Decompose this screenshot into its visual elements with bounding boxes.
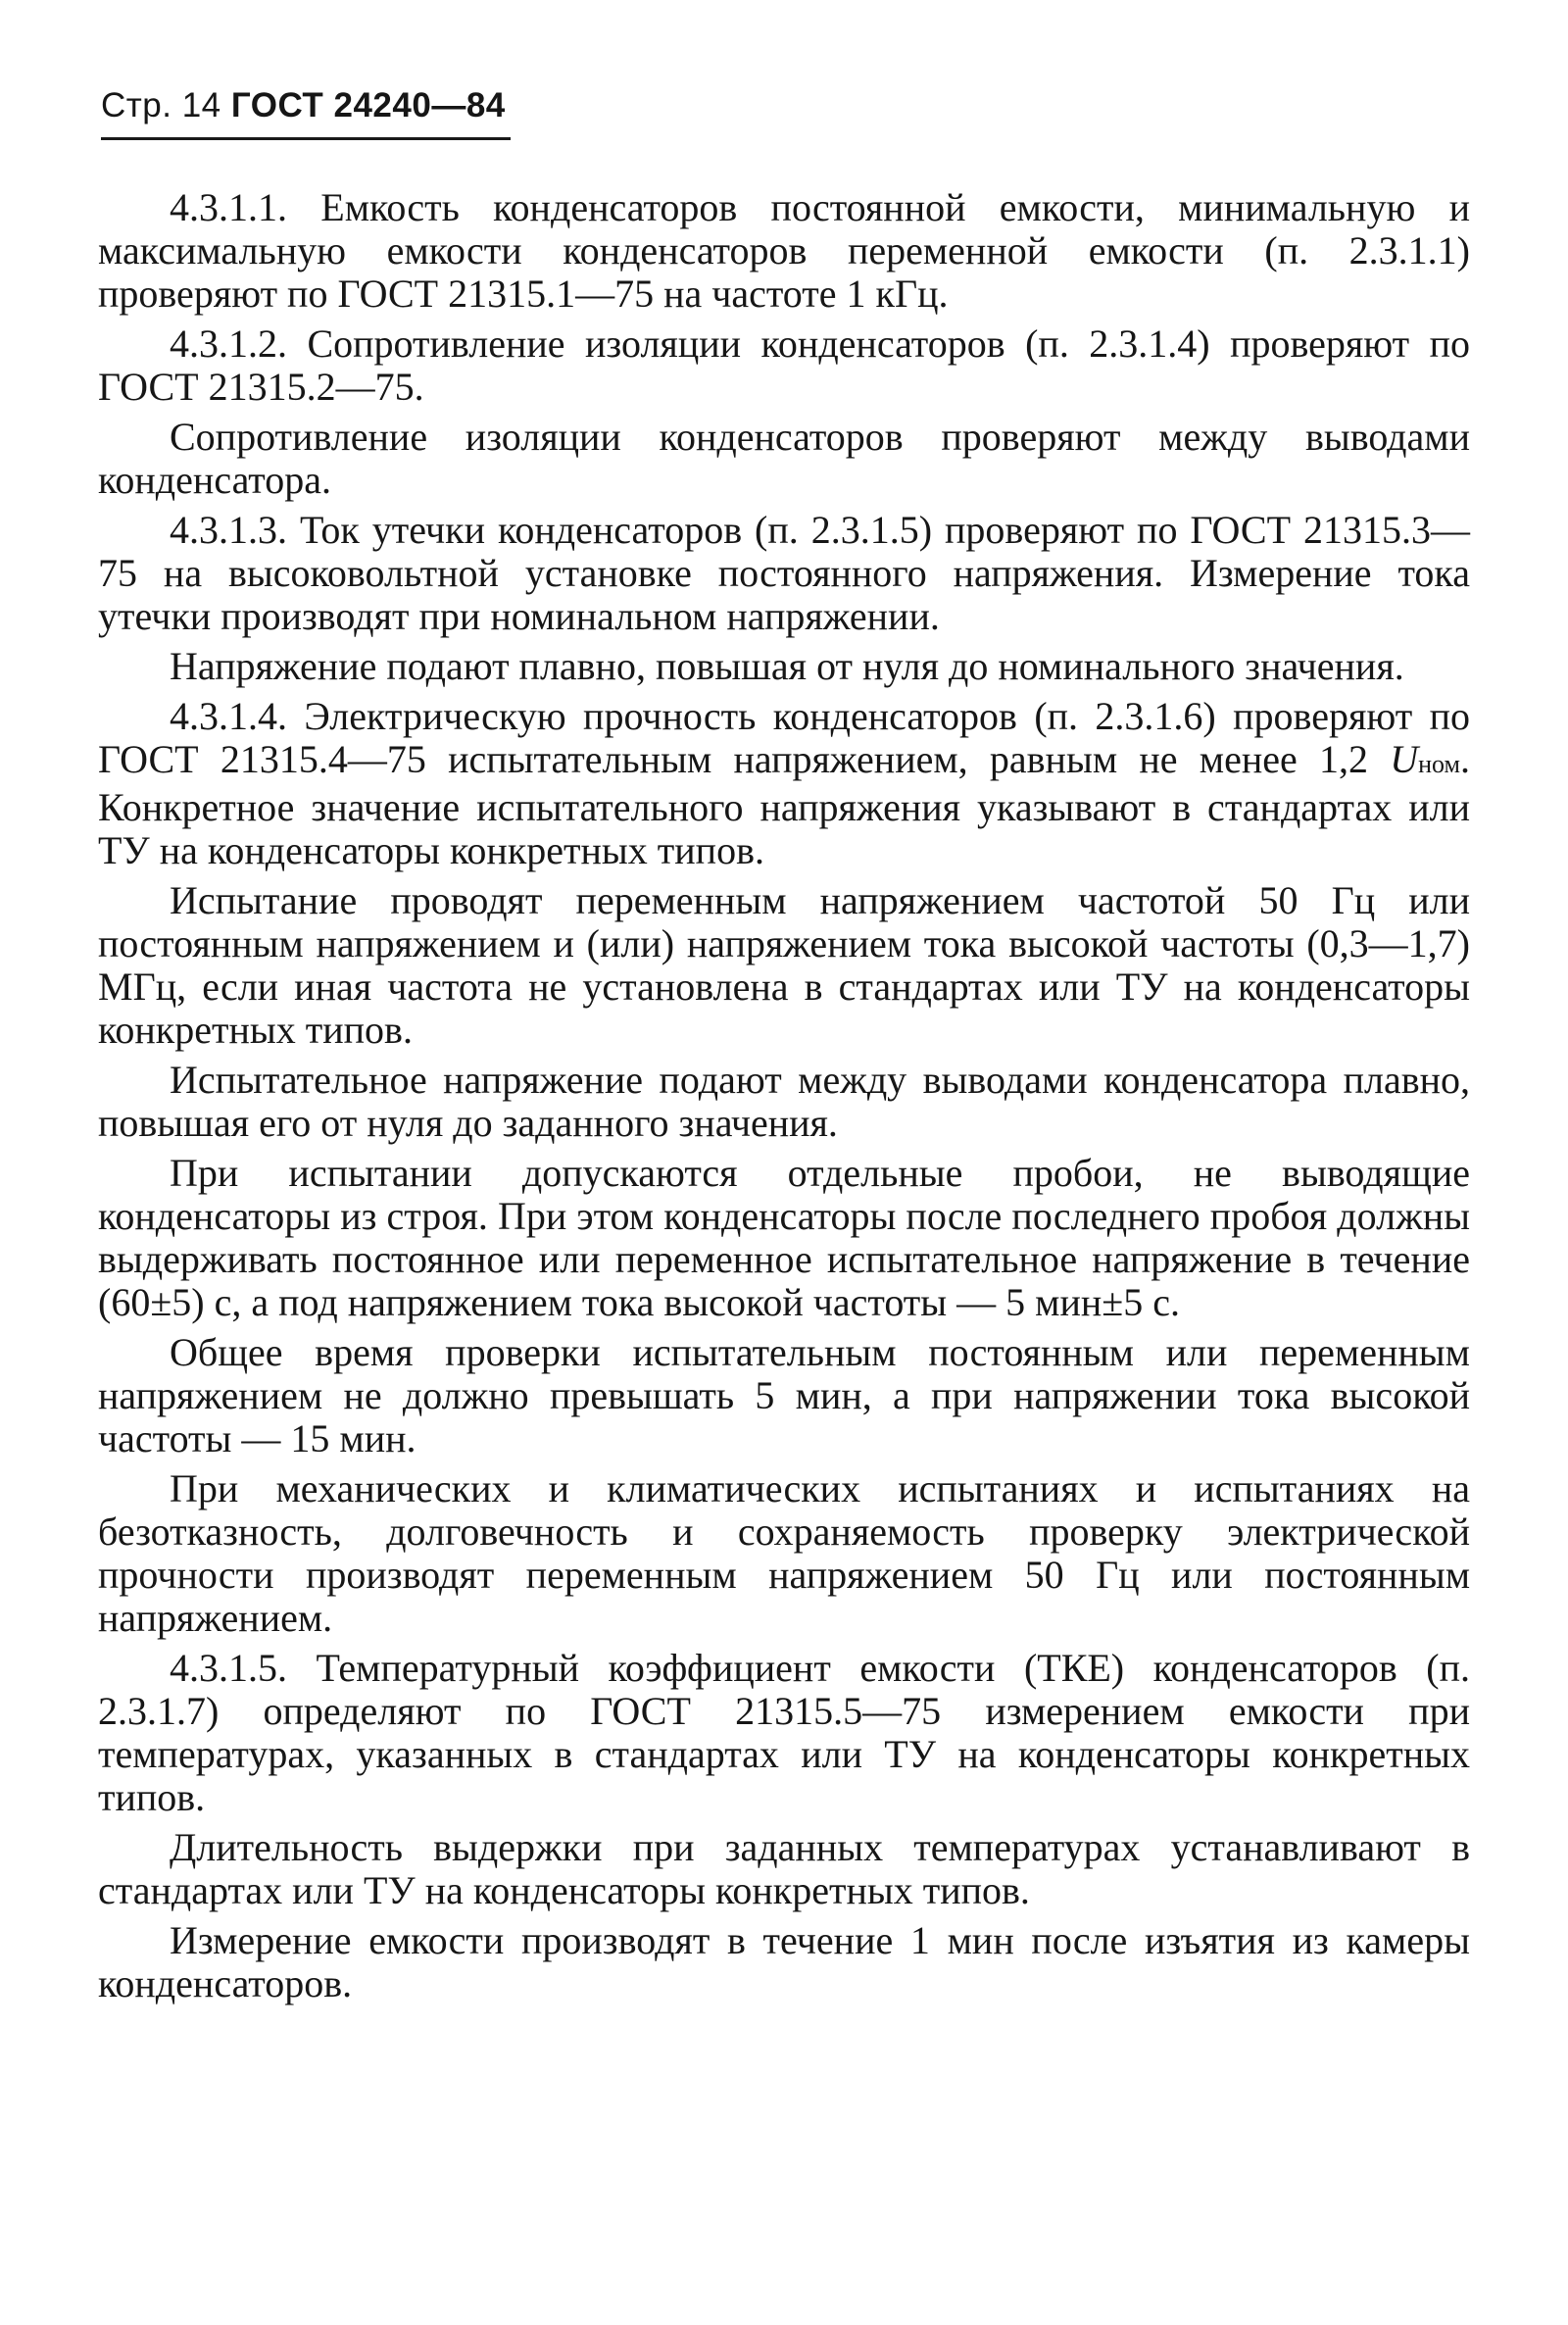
paragraph-4-3-1-5: 4.3.1.5. Температурный коэффициент емкости (ТКЕ) конденсаторов (п. 2.3.1.7) определяют по ГОСТ 21315.5—75 измерением емкости при температурах, указанных в стандартах или ТУ на конденсаторы конкретных типов. (98, 1646, 1470, 1819)
voltage-symbol: U (1390, 737, 1419, 781)
document-number: ГОСТ 24240—84 (230, 86, 506, 124)
header-rule (101, 137, 511, 140)
page-header (101, 86, 506, 125)
document-body (98, 186, 1470, 2012)
paragraph-4-3-1-2: 4.3.1.2. Сопротивление изоляции конденсаторов (п. 2.3.1.4) проверяют по ГОСТ 21315.2—75. (98, 322, 1470, 409)
paragraph: Измерение емкости производят в течение 1 мин после изъятия из камеры конденсаторов. (98, 1918, 1470, 2005)
paragraph: Длительность выдержки при заданных температурах устанавливают в стандартах или ТУ на конденсаторы конкретных типов. (98, 1825, 1470, 1912)
voltage-subscript: ном (1418, 750, 1460, 778)
paragraph-4-3-1-4 (98, 695, 1470, 872)
paragraph: При механических и климатических испытаниях и испытаниях на безотказность, долговечность и сохраняемость проверку электрической прочности производят переменным напряжением 50 Гц или постоянным напряжением. (98, 1466, 1470, 1640)
paragraph-4-3-1-3: 4.3.1.3. Ток утечки конденсаторов (п. 2.3.1.5) проверяют по ГОСТ 21315.3—75 на высоковольтной установке постоянного напряжения. Измерение тока утечки производят при номинальном напряжении. (98, 508, 1470, 638)
text-span: 4.3.1.4. Электрическую прочность конденсаторов (п. 2.3.1.6) проверяют по ГОСТ 21315.4—75 испытательным напряжением, равным не менее 1,2 (98, 694, 1470, 781)
paragraph: Испытательное напряжение подают между выводами конденсатора плавно, повышая его от нуля до заданного значения. (98, 1058, 1470, 1145)
paragraph: Общее время проверки испытательным постоянным или переменным напряжением не должно превышать 5 мин, а при напряжении тока высокой частоты — 15 мин. (98, 1330, 1470, 1460)
paragraph: Напряжение подают плавно, повышая от нуля до номинального значения. (170, 644, 1404, 688)
paragraph-4-3-1-1: 4.3.1.1. Емкость конденсаторов постоянной емкости, минимальную и максимальную емкости конденсаторов переменной емкости (п. 2.3.1.1) проверяют по ГОСТ 21315.1—75 на частоте 1 кГц. (98, 185, 1470, 316)
paragraph: При испытании допускаются отдельные пробои, не выводящие конденсаторы из строя. При этом конденсаторы после последнего пробоя должны выдерживать постоянное или переменное испытательное напряжение в течение (60±5) с, а под напряжением тока высокой частоты — 5 мин±5 с. (98, 1151, 1470, 1324)
text-span: . Конкретное значение испытательного напряжения указывают в стандартах или ТУ на конденсаторы конкретных типов. (98, 737, 1470, 872)
paragraph: Испытание проводят переменным напряжением частотой 50 Гц или постоянным напряжением и (или) напряжением тока высокой частоты (0,3—1,7) МГц, если иная частота не установлена в стандартах или ТУ на конденсаторы конкретных типов. (98, 878, 1470, 1052)
page-number: Стр. 14 (101, 86, 221, 124)
paragraph: Сопротивление изоляции конденсаторов проверяют между выводами конденсатора. (98, 415, 1470, 502)
